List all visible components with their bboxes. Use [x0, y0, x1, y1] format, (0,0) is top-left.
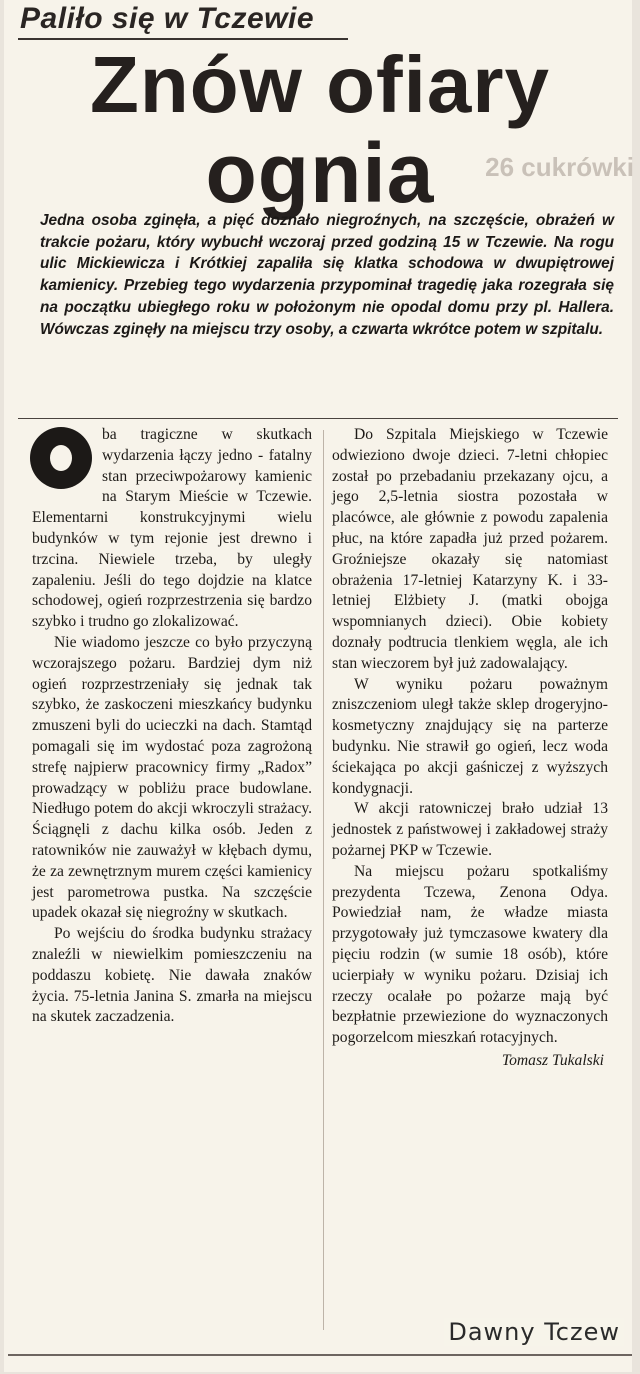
drop-cap-o-icon [30, 427, 92, 489]
clipping-bottom-edge [8, 1354, 632, 1356]
body-paragraph: W wyniku pożaru poważnym zniszczeniom uległ także sklep drogeryjno-kosmetyczny znajdujący się na parterze budynku. Nie strawił go ogień, lecz woda ściekająca po akcji gaśniczej z wyższych kondygnacji. [332, 675, 608, 797]
headline-line-2: ognia [205, 126, 435, 220]
body-column-left [32, 425, 312, 1028]
source-watermark: Dawny Tczew [444, 1318, 624, 1346]
column-divider [323, 430, 324, 1330]
body-column-right [332, 425, 608, 1072]
body-paragraph: Nie wiadomo jeszcze co było przyczyną wczorajszego pożaru. Bardziej dym niż ogień rozprzestrzeniały się jednak tak szybko, że zaskoczeni mieszkańcy budynku zmuszeni byli do ucieczki na dach. Stamtąd pomagali się im wydostać poza zagrożoną strefę najpierw pracownicy firmy „Radox” prowadzący w pobliżu prace budowlane. Niedługo potem do akcji wkroczyli strażacy. Ściągnęli z dachu kilka osób. Jeden z ratowników nie zauważył w kłębach dymu, że za zewnętrznym murem części kamienicy jest parometrowa pustka. Na szczęście upadek okazał się niegroźny w skutkach. [32, 633, 312, 922]
bleed-through-text: 26 cukrówki [485, 152, 634, 182]
body-paragraph: W akcji ratowniczej brało udział 13 jednostek z państwowej i zakładowej straży pożarnej PKP w Tczewie. [332, 800, 608, 859]
article-kicker: Paliło się w Tczewie [20, 2, 315, 35]
author-byline: Tomasz Tukalski [501, 1051, 604, 1069]
body-paragraph: Na miejscu pożaru spotkaliśmy prezydenta Tczewa, Zenona Odya. Powiedział nam, że władze miasta przygotowały już tymczasowe kwatery dla pięciu rodzin (w sumie 18 osób), które ucierpiały w wyniku pożaru. Dzisiaj ich rzeczy ocalałe po pożarze mają być bezpłatnie przewiezione do wyznaczonych pogorzelcom mieszkań rotacyjnych. [332, 862, 608, 1047]
body-paragraph: Do Szpitala Miejskiego w Tczewie odwieziono dwoje dzieci. 7-letni chłopiec został po przebadaniu przekazany ojcu, a jego 2,5-letnia siostra pozostała w placówce, ale głównie z powodu zapalenia płuc, na które zapadła już przed pożarem. Groźniejsze okazały się natomiast obrażenia 17-letniej Katarzyny K. i 33-letniej Elżbiety J. (matki obojga wspomnianych dzieci). Obie kobiety doznały podtrucia tlenkiem węgla, ale ich stan wieczorem był już zadowalający. [332, 426, 608, 672]
lead-divider [18, 418, 618, 419]
headline-line-1: Znów ofiary [90, 40, 550, 129]
paragraph-text: ba tragiczne w skutkach wydarzenia łączy jedno - fatalny stan przeciwpożarowy kamienic na Starym Mieście w Tczewie. Elementarni konstrukcyjnymi wielu budynków w tym rejonie jest drewno i trzcina. Niewiele trzeba, by uległy zapaleniu. Jeśli do tego dojdzie na klatce schodowej, ogień rozprzestrzenia się bardzo szybko i trudno go zlokalizować. [32, 426, 312, 631]
body-paragraph: Po wejściu do środka budynku strażacy znaleźli w niewielkim pomieszczeniu na poddaszu kobietę. Nie dawała znaków życia. 75-letnia Janina S. zmarła na miejscu na skutek zaczadzenia. [32, 925, 312, 1026]
article-lead: Jedna osoba zginęła, a pięć doznało niegroźnych, na szczęście, obrażeń w trakcie pożaru, który wybuchł wczoraj przed godziną 15 w Tczewie. Na rogu ulic Mickiewicza i Krótkiej zapaliła się klatka schodowa w dwupiętrowej kamienicy. Przebieg tego wydarzenia przypominał tragedię jaka rozegrała się na początku ubiegłego roku w położonym nie opodal domu przy pl. Hallera. Wówczas zginęły na miejscu trzy osoby, a czwarta wkrótce potem w szpitalu. [40, 212, 614, 338]
body-paragraph [32, 425, 312, 633]
